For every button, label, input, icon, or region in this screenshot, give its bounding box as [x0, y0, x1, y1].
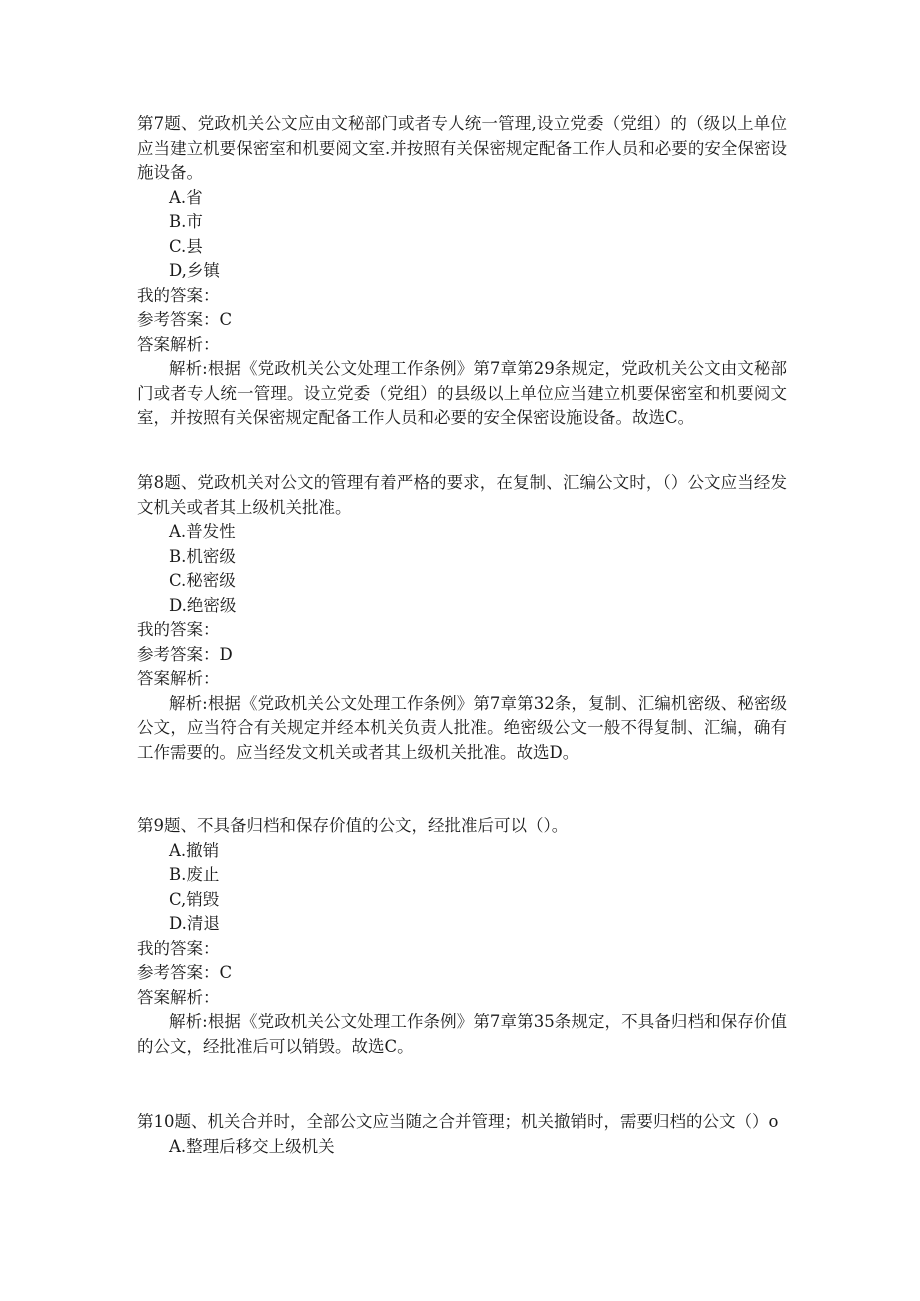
my-answer-label: 我的答案：	[137, 620, 220, 639]
question-7	[137, 112, 787, 431]
reference-answer-value: D	[219, 644, 233, 664]
reference-answer-value: C	[219, 963, 233, 982]
reference-answer	[137, 308, 787, 333]
analysis-text: 解析:根据《党政机关公文处理工作条例》第7章第32条，复制、汇编机密级、秘密级公文，应当符合有关规定并经本机关负责人批准。绝密级公文一般不得复制、汇编，确有工作需要的。应当经发文机关或者其上级机关批准。故选D。	[137, 693, 787, 762]
option-b: B.机密级	[169, 546, 236, 566]
my-answer	[137, 284, 787, 309]
option-c: C,销毁	[169, 889, 220, 909]
analysis-label: 答案解析：	[137, 987, 220, 1007]
option-a: A.普发性	[169, 522, 236, 541]
option-c: C.县	[169, 236, 203, 256]
option-a: A.整理后移交上级机关	[169, 1136, 335, 1156]
option-d: D.绝密级	[169, 595, 237, 615]
analysis-text: 解析:根据《党政机关公文处理工作条例》第7章第35条规定，不具备归档和保存价值的公文，经批准后可以销毁。故选C。	[137, 1012, 787, 1056]
option-list	[137, 839, 787, 937]
analysis-label: 答案解析：	[137, 334, 220, 354]
option-c: C.秘密级	[169, 571, 236, 590]
my-answer	[137, 937, 787, 962]
reference-answer-label: 参考答案：	[137, 963, 220, 982]
option-a: A.省	[169, 187, 203, 207]
question-stem: 第7题、党政机关公文应由文秘部门或者专人统一管理,设立党委（党组）的（级以上单位应当建立机要保密室和机要阅文室.并按照有关保密规定配备工作人员和必要的安全保密设施设备。	[137, 114, 787, 182]
option-d: D,乡镇	[169, 261, 220, 280]
my-answer	[137, 618, 787, 643]
option-a: A.撤销	[169, 840, 220, 860]
analysis-text: 解析:根据《党政机关公文处理工作条例》第7章第29条规定，党政机关公文由文秘部门或者专人统一管理。设立党委（党组）的县级以上单位应当建立机要保密室和机要阅文室，并按照有关保密规定配备工作人员和必要的安全保密设施设备。故选C。	[137, 359, 787, 427]
analysis-label: 答案解析：	[137, 669, 220, 688]
option-b: B.市	[169, 212, 203, 231]
question-stem: 第9题、不具备归档和保存价值的公文，经批准后可以（）。	[137, 816, 569, 835]
question-10	[137, 1110, 787, 1159]
question-stem: 第10题、机关合并时，全部公文应当随之合并管理；机关撤销时，需要归档的公文（）o	[137, 1112, 779, 1131]
option-list	[137, 1135, 787, 1160]
option-list	[137, 186, 787, 284]
reference-answer	[137, 643, 787, 668]
question-stem: 第8题、党政机关对公文的管理有着严格的要求，在复制、汇编公文时，（）公文应当经发文机关或者其上级机关批准。	[137, 473, 787, 517]
reference-answer-label: 参考答案：	[137, 644, 220, 664]
reference-answer	[137, 961, 787, 986]
reference-answer-value: C	[219, 310, 233, 329]
option-d: D.清退	[169, 914, 220, 933]
option-list	[137, 520, 787, 618]
my-answer-label: 我的答案：	[137, 938, 220, 958]
question-9	[137, 814, 787, 1059]
my-answer-label: 我的答案：	[137, 285, 220, 305]
reference-answer-label: 参考答案：	[137, 310, 220, 329]
option-b: B.废止	[169, 865, 220, 884]
question-8	[137, 471, 787, 765]
